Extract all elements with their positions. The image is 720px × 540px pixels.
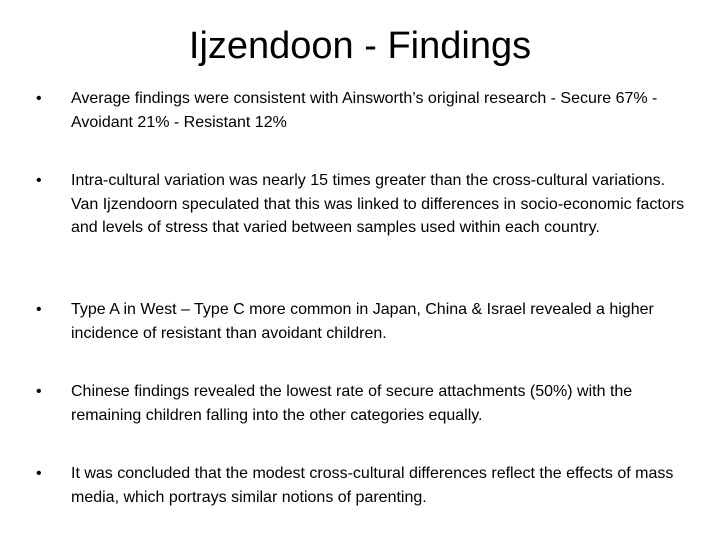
bullet-text: Chinese findings revealed the lowest rate of secure attachments (50%) with the remaining children falling into the other categories equally. <box>71 383 633 424</box>
slide-title: Ijzendoon - Findings <box>188 25 532 67</box>
bullet-item <box>36 380 686 427</box>
bullet-item <box>36 87 686 134</box>
bullet-icon: • <box>36 383 42 400</box>
bullet-text: Type A in West – Type C more common in Japan, China & Israel revealed a higher incidence of resistant than avoidant children. <box>71 301 654 342</box>
bullet-item <box>36 169 686 240</box>
bullet-icon: • <box>36 90 42 107</box>
bullet-icon: • <box>36 301 42 318</box>
bullet-text: Intra-cultural variation was nearly 15 times greater than the cross-cultural variations. Van Ijzendoorn speculated that this was linked to differences in socio-economic factors and levels of stress that varied between samples used within each country. <box>71 172 685 236</box>
bullet-item <box>36 298 686 345</box>
bullet-icon: • <box>36 172 42 189</box>
bullet-item <box>36 462 686 509</box>
bullet-text: It was concluded that the modest cross-cultural differences reflect the effects of mass media, which portrays similar notions of parenting. <box>71 465 674 506</box>
bullet-icon: • <box>36 465 42 482</box>
bullet-text: Average findings were consistent with Ainsworth’s original research - Secure 67% - Avoidant 21% - Resistant 12% <box>71 90 658 131</box>
